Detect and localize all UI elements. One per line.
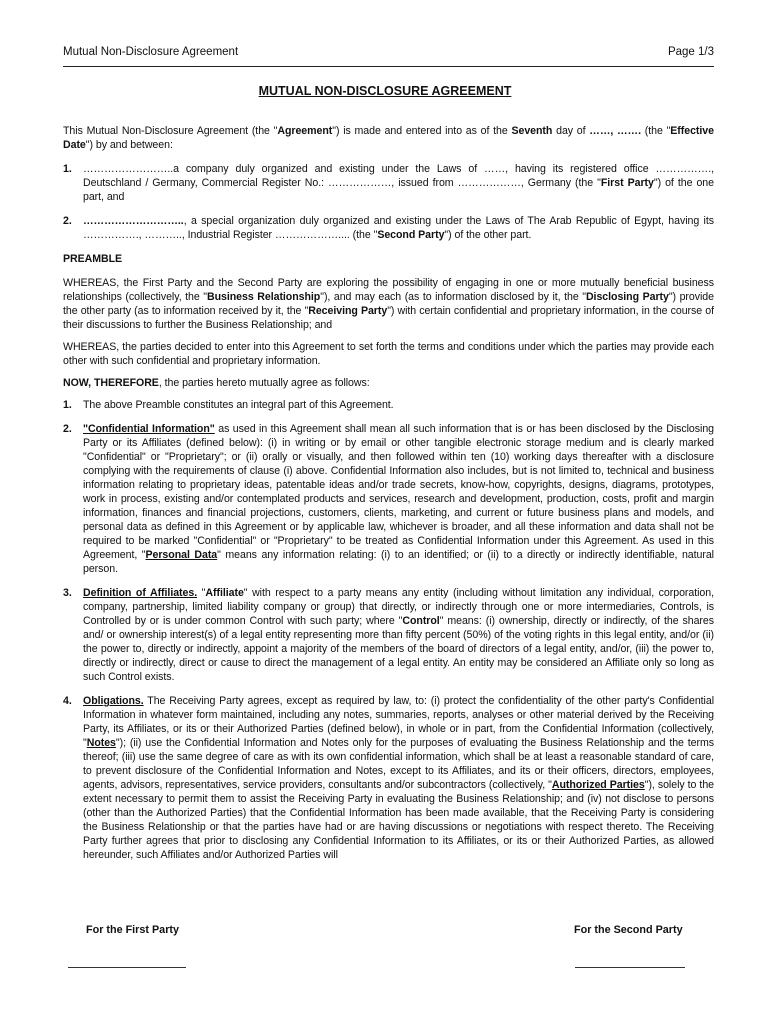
- second-party-signature-label: For the Second Party: [574, 924, 683, 936]
- whereas-paragraph-1: WHEREAS, the First Party and the Second Party are exploring the possibility of engaging in one or more mutually beneficial business relationships (collectively, the "Business Relationship"), and may each (as to information disclosed by it, the "Disclosing Party") provide the other party (as to information received by it, the "Receiving Party") with certain confidential and proprietary information, in the course of their discussions to further the Business Relationship; and: [63, 277, 714, 331]
- clause-heading: Obligations.: [83, 695, 144, 707]
- header-page-number: Page 1/3: [667, 46, 714, 58]
- page-header: [63, 44, 714, 67]
- clause-number: 1.: [63, 399, 72, 411]
- clause-2: 2. "Confidential Information" as used in this Agreement shall mean all such information that is or has been disclosed by the Disclosing Party or its Affiliates (defined below): (i) in writing or by email or other tangible electronic storage medium and is clearly marked "Confidential" or "Proprietary"; or (ii) orally or visually, and then followed within ten (10) working days thereafter with a disclosure complying with the requirements of clause (i) above. Confidential Information also includes, but is not limited to, technical and business information relating to proprietary ideas, patentable ideas and/or trade secrets, know-how, copyrights, designs, diagrams, prototypes, work in process, existing and/or contemplated products and services, research and development, production, costs, profit and margin information, finances and financial projections, customers, clients, marketing, and current or future business plans and models, and personal data as defined in this Agreement or by applicable law, whichever is broader, and all these information and data shall not be required to be marked "Confidential" or "Proprietary" to be treated as Confidential Information under this Agreement. As used in this Agreement, "Personal Data" means any information relating: (i) to an identified; or (ii) to a directly or indirectly identifiable, natural person.: [63, 423, 715, 575]
- whereas-paragraph-2: WHEREAS, the parties decided to enter into this Agreement to set forth the terms and conditions under which the parties may provide each other with such confidential and proprietary information.: [63, 341, 714, 367]
- clause-heading: "Confidential Information": [83, 423, 215, 435]
- second-party-paragraph: 2. ……………………….., a special organization duly organized and existing under the Laws of The Arab Republic of Egypt, having its ……………., ……….., Industrial Register ……………….... (the "Second Party") of the other part.: [63, 215, 714, 241]
- clause-number: 3.: [63, 587, 72, 599]
- second-party-signature-line: [575, 967, 685, 968]
- intro-paragraph: This Mutual Non-Disclosure Agreement (the "Agreement") is made and entered into as of the Seventh day of ……, ……. (the "Effective Date") by and between:: [63, 125, 714, 151]
- now-therefore-paragraph: NOW, THEREFORE, the parties hereto mutually agree as follows:: [63, 377, 370, 389]
- first-party-signature-label: For the First Party: [86, 924, 179, 936]
- preamble-heading: PREAMBLE: [63, 253, 123, 265]
- document-title: MUTUAL NON-DISCLOSURE AGREEMENT: [258, 84, 512, 98]
- clause-heading: Definition of Affiliates.: [83, 587, 198, 599]
- first-party-signature-line: [68, 967, 186, 968]
- clause-3: 3. Definition of Affiliates. "Affiliate" with respect to a party means any entity (including without limitation any individual, corporation, company, partnership, limited liability company or group) that directly, or indirectly through one or more intermediaries, Controls, is Controlled by or is under common Control with such party; where "Control" means: (i) ownership, directly or indirectly, of the shares and/ or ownership interest(s) of a legal entity representing more than fifty percent (50%) of the voting rights in this legal entity, and/or (ii) the power to, directly or indirectly, appoint a majority of the members of the board of directors of a legal entity, and/or, (iii) the power to, directly or indirectly, direct or cause to direct the management of a legal entity. An entity may be considered an Affiliate only so long as such Control exists.: [63, 587, 714, 683]
- clause-number: 2.: [63, 423, 72, 435]
- party-number: 2.: [63, 215, 72, 227]
- document-body: [63, 124, 714, 872]
- first-party-paragraph: 1. ……………………..a company duly organized and existing under the Laws of ……, having its registered office ……………., Deutschland / Germany, Commercial Register No.: ………………, issued from ………………, Germany (the "First Party") of the one part, and: [63, 163, 714, 203]
- party-number: 1.: [63, 163, 72, 175]
- clause-number: 4.: [63, 695, 72, 707]
- clause-1: 1. The above Preamble constitutes an integral part of this Agreement.: [63, 399, 394, 411]
- header-document-name: Mutual Non-Disclosure Agreement: [63, 46, 239, 58]
- clause-4: 4. Obligations. The Receiving Party agrees, except as required by law, to: (i) protect the confidentiality of the other party's Confidential Information in whatever form maintained, including any notes, summaries, reports, analyses or other material derived by the Receiving Party, its Affiliates, or its or their Authorized Parties (defined below), in whole or in part, from the Confidential Information (collectively, "Notes"); (ii) use the Confidential Information and Notes only for the purposes of evaluating the Business Relationship and the terms thereof; (iii) use the same degree of care as with its own confidential information, which shall be at least a reasonable standard of care, to prevent disclosure of the Confidential Information and Notes, except to its Affiliates, and its or their officers, directors, employees, agents, advisors, representatives, service providers, consultants and/or subcontractors (collectively, "Authorized Parties"), solely to the extent necessary to permit them to assist the Receiving Party in evaluating the Business Relationship; and (iv) not disclose to persons (other than the Authorized Parties) that the Confidential Information has been made available, that the Receiving Party is considering the Business Relationship or that the parties have had or are having discussions or negotiations with respect thereto. The Receiving Party further agrees that prior to disclosing any Confidential Information to its Affiliates, or its or their Authorized Parties, as allowed hereunder, such Affiliates and/or Authorized Parties will: [63, 695, 715, 861]
